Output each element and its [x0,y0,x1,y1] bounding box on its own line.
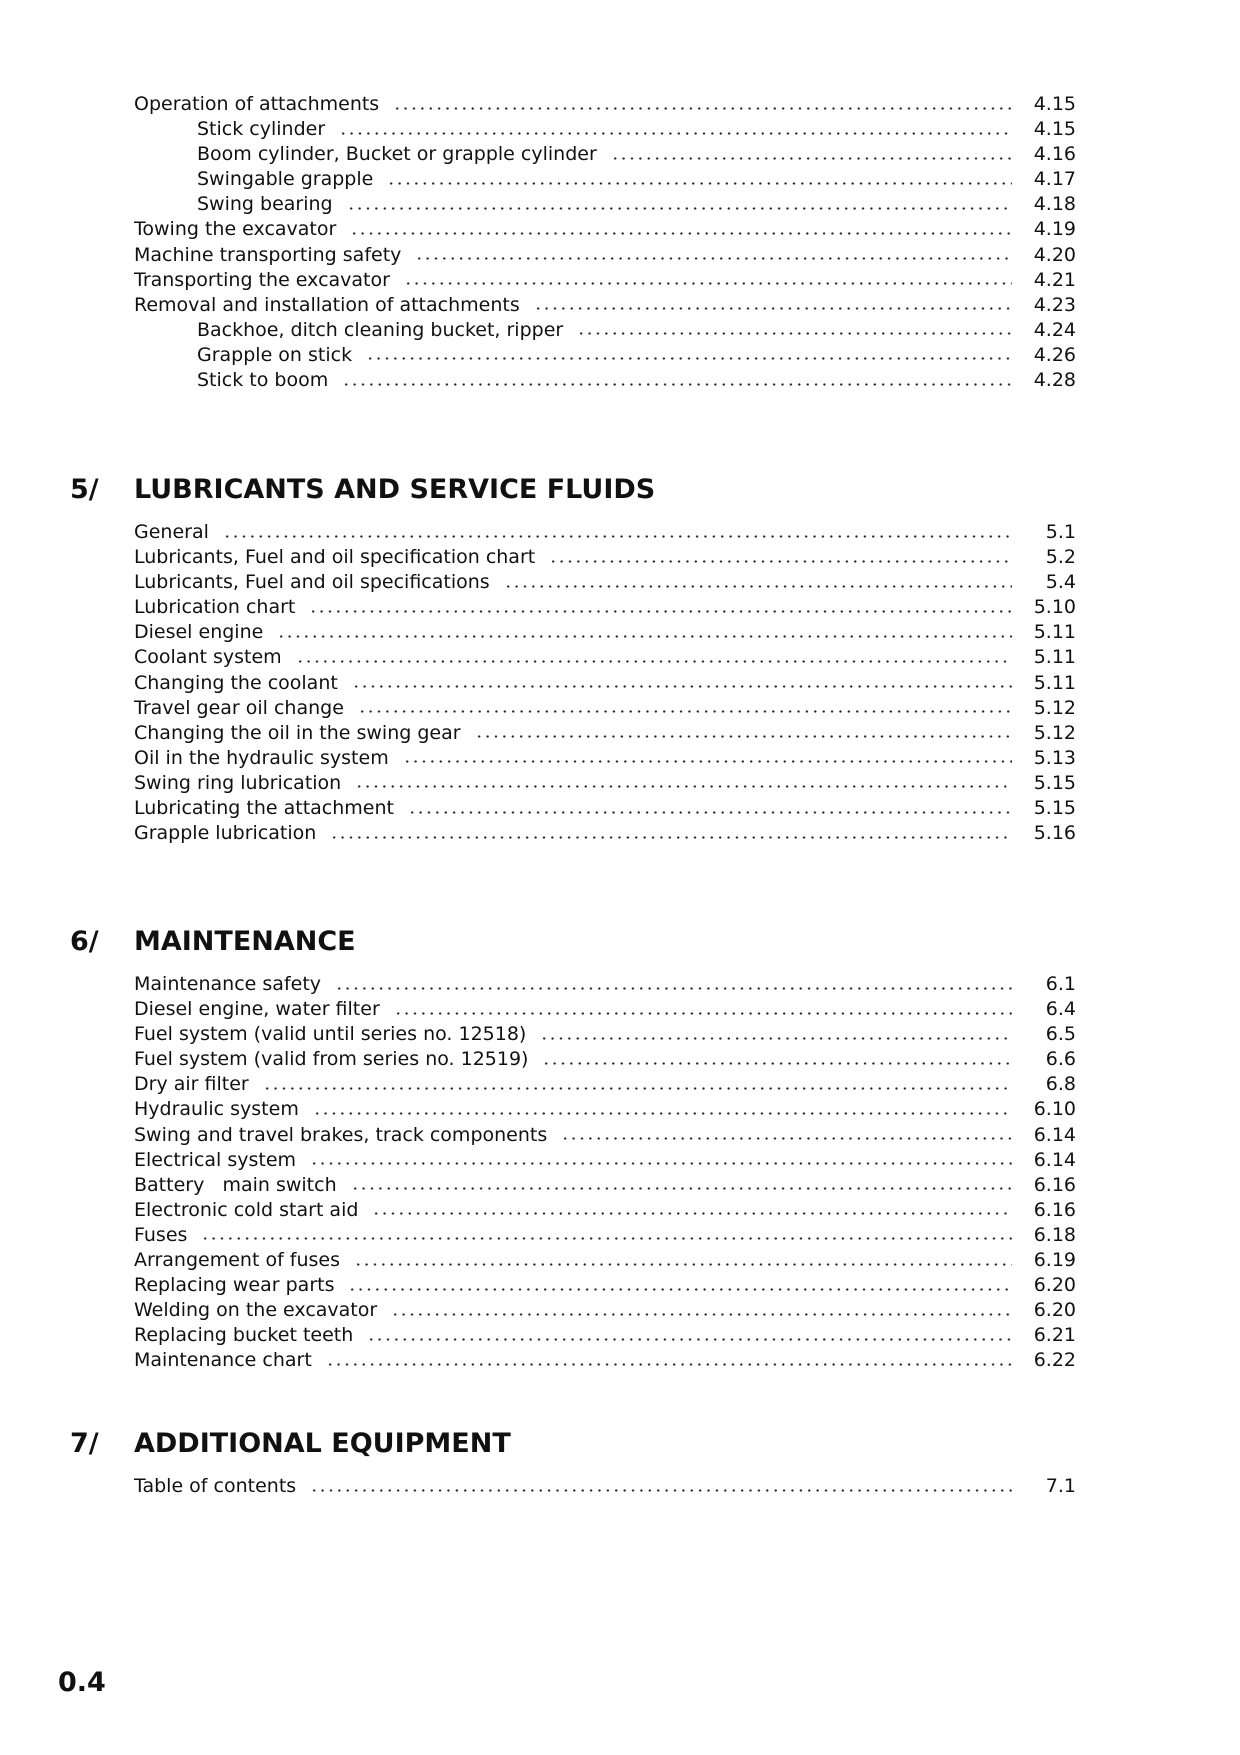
dot-leader [561,1137,1012,1140]
toc-entry-page: 6.16 [1033,1198,1076,1221]
dot-leader [415,257,1012,260]
toc-entry-page: 6.20 [1033,1274,1076,1297]
toc-entry [134,1223,1076,1248]
dot-leader [372,1212,1012,1215]
dot-leader [549,560,1012,563]
toc-entry [134,1248,1076,1273]
toc-entry-page: 5.4 [1045,571,1076,594]
toc-entry-page: 5.12 [1033,696,1076,719]
toc-entry-page: 5.16 [1033,822,1076,845]
toc-entry-text: Maintenance chart [134,1349,312,1372]
toc-entry-page: 5.1 [1045,521,1076,543]
toc-entry [134,217,1076,242]
toc-entry [134,771,1076,796]
toc-entry-page: 5.11 [1033,671,1076,694]
toc-entry [134,1298,1076,1323]
toc-entry-text: Dry air filter [134,1073,249,1096]
toc-entry-page: 4.23 [1033,293,1076,316]
toc-entry [134,1323,1076,1348]
dot-leader [542,1062,1012,1065]
toc-entry [134,1097,1076,1122]
toc-entry-page: 6.18 [1033,1223,1076,1246]
toc-entry [134,1173,1076,1198]
toc-entry-page: 6.19 [1033,1249,1076,1272]
dot-leader [475,735,1012,738]
toc-entry-text: Electrical system [134,1148,297,1171]
toc-entry [134,192,1076,217]
dot-leader [348,1288,1012,1291]
toc-entry-page: 6.21 [1033,1324,1076,1347]
toc-entry [134,1047,1076,1072]
toc-entry [134,142,1076,167]
toc-entry-text: Arrangement of fuses [134,1249,341,1272]
dot-leader [366,357,1012,360]
dot-leader [540,1037,1012,1040]
toc-entry-text: Swing ring lubrication [134,771,342,794]
toc-entry-text: Transporting the excavator [134,268,390,291]
dot-leader [367,1338,1012,1341]
toc-entry [134,696,1076,721]
toc-entry [134,620,1076,645]
toc-entry-page: 6.5 [1045,1023,1076,1046]
dot-leader [355,785,1012,788]
toc-entry [134,595,1076,620]
dot-leader [387,182,1012,185]
toc-entry-text: Swing and travel brakes, track components [134,1123,548,1146]
dot-leader [326,1363,1012,1366]
toc-entry-page: 6.8 [1045,1073,1076,1096]
section-number: 6/ [70,926,99,957]
dot-leader [351,1187,1012,1190]
dot-leader [310,1489,1012,1492]
toc-entry [134,243,1076,268]
toc-entry-text: Replacing bucket teeth [134,1324,354,1347]
toc-entry [134,268,1076,293]
dot-leader [277,635,1012,638]
toc-entry [134,671,1076,696]
dot-leader [391,1313,1012,1316]
dot-leader [201,1237,1012,1240]
section-heading [70,1426,1070,1462]
section-heading [70,472,1070,508]
dot-leader [504,585,1012,588]
continuation-list [134,92,1076,393]
toc-entry-text: Changing the oil in the swing gear [134,721,461,744]
toc-entry [134,1474,1076,1499]
dot-leader [577,332,1012,335]
toc-entry [134,1123,1076,1148]
toc-entry [134,1022,1076,1047]
toc-entry [134,972,1076,997]
toc-entry-text: Boom cylinder, Bucket or grapple cylinder [197,143,597,166]
toc-entry-text: Grapple on stick [197,343,353,366]
toc-entry-text: Machine transporting safety [134,243,402,266]
toc-entry [134,293,1076,318]
toc-entry-page: 6.16 [1033,1173,1076,1196]
toc-entry-page: 5.15 [1033,797,1076,820]
toc-entry-text: Diesel engine, water filter [134,998,380,1021]
toc-entry-page: 5.13 [1033,746,1076,769]
toc-entry-text: Lubricants, Fuel and oil specifications [134,571,490,594]
toc-entry-page: 4.17 [1033,168,1076,191]
dot-leader [310,1162,1012,1165]
toc-entry-page: 6.22 [1033,1349,1076,1372]
dot-leader [330,836,1012,839]
toc-entry [134,1072,1076,1097]
toc-entry-page: 6.4 [1045,998,1076,1021]
toc-entry-text: Fuel system (valid from series no. 12519) [134,1048,529,1071]
toc-entry-text: Diesel engine [134,621,264,644]
toc-entry [134,721,1076,746]
toc-entry-text: Oil in the hydraulic system [134,746,389,769]
section-entries [134,1474,1076,1499]
dot-leader [352,685,1012,688]
toc-entry-text: Table of contents [134,1475,297,1497]
toc-entry-page: 5.2 [1045,546,1076,569]
dot-leader [223,535,1012,538]
dot-leader [313,1112,1012,1115]
toc-entry-text: Grapple lubrication [134,822,317,845]
toc-entry-page: 4.26 [1033,343,1076,366]
dot-leader [296,660,1012,663]
section-entries [134,520,1076,846]
dot-leader [350,232,1012,235]
toc-entry-page: 4.16 [1033,143,1076,166]
toc-entry-text: Towing the excavator [134,218,337,241]
dot-leader [354,1263,1012,1266]
toc-entry [134,1348,1076,1373]
toc-entry-page: 6.10 [1033,1098,1076,1121]
toc-entry-text: Replacing wear parts [134,1274,335,1297]
toc-entry-text: Lubrication chart [134,596,296,619]
dot-leader [393,107,1012,110]
toc-entry-text: Fuses [134,1223,188,1246]
toc-entry-text: Lubricating the attachment [134,797,394,820]
toc-entry [134,1148,1076,1173]
page-number: 0.4 [58,1667,106,1698]
toc-entry-page: 5.12 [1033,721,1076,744]
toc-entry-page: 5.11 [1033,646,1076,669]
toc-entry-text: Operation of attachments [134,93,380,115]
toc-entry [134,821,1076,846]
dot-leader [358,710,1012,713]
toc-entry [134,570,1076,595]
section-title: MAINTENANCE [134,926,356,957]
toc-entry [134,746,1076,771]
dot-leader [403,760,1012,763]
toc-entry-page: 4.21 [1033,268,1076,291]
toc-entry-page: 4.20 [1033,243,1076,266]
toc-entry-page: 4.24 [1033,318,1076,341]
toc-entry-page: 7.1 [1045,1475,1076,1497]
toc-entry [134,796,1076,821]
toc-entry-page: 4.15 [1033,93,1076,115]
toc-entry-text: Hydraulic system [134,1098,299,1121]
dot-leader [339,132,1012,135]
toc-entry-text: Lubricants, Fuel and oil specification chart [134,546,536,569]
toc-entry [134,997,1076,1022]
toc-entry [134,92,1076,117]
dot-leader [342,383,1012,386]
dot-leader [408,811,1012,814]
toc-entry [134,1198,1076,1223]
toc-entry [134,545,1076,570]
toc-entry-page: 4.18 [1033,193,1076,216]
toc-entry-text: Swing bearing [197,193,333,216]
dot-leader [534,307,1012,310]
dot-leader [611,157,1012,160]
toc-entry-page: 6.6 [1045,1048,1076,1071]
dot-leader [347,207,1012,210]
toc-entry-page: 6.1 [1045,973,1076,995]
toc-entry-text: Removal and installation of attachments [134,293,520,316]
section-heading [70,924,1070,960]
toc-entry-page: 4.19 [1033,218,1076,241]
section-number: 7/ [70,1428,99,1459]
section-number: 5/ [70,474,99,505]
toc-entry-text: Backhoe, ditch cleaning bucket, ripper [197,318,564,341]
toc-entry-page: 5.10 [1033,596,1076,619]
toc-entry-text: General [134,521,209,543]
toc-entry-text: Stick to boom [197,369,329,392]
toc-entry-text: Maintenance safety [134,973,322,995]
toc-entry-text: Electronic cold start aid [134,1198,359,1221]
dot-leader [404,282,1012,285]
toc-entry-text: Changing the coolant [134,671,338,694]
toc-entry-text: Welding on the excavator [134,1299,378,1322]
toc-entry [134,1273,1076,1298]
toc-entry [134,645,1076,670]
toc-entry-page: 6.20 [1033,1299,1076,1322]
section-entries [134,972,1076,1374]
toc-entry [134,318,1076,343]
toc-entry-text: Travel gear oil change [134,696,344,719]
toc-entry-text: Battery main switch [134,1173,337,1196]
toc-entry [134,343,1076,368]
toc-entry [134,520,1076,545]
toc-entry [134,368,1076,393]
dot-leader [394,1012,1012,1015]
toc-entry-text: Fuel system (valid until series no. 12518) [134,1023,527,1046]
toc-entry-page: 6.14 [1033,1123,1076,1146]
dot-leader [263,1087,1012,1090]
toc-entry-page: 4.15 [1033,118,1076,141]
toc-entry-page: 4.28 [1033,369,1076,392]
section-title: LUBRICANTS AND SERVICE FLUIDS [134,474,656,505]
toc-entry [134,117,1076,142]
dot-leader [335,987,1012,990]
toc-entry-text: Swingable grapple [197,168,374,191]
toc-entry-text: Coolant system [134,646,282,669]
toc-entry-page: 6.14 [1033,1148,1076,1171]
toc-entry [134,167,1076,192]
toc-entry-page: 5.11 [1033,621,1076,644]
dot-leader [309,610,1012,613]
section-title: ADDITIONAL EQUIPMENT [134,1428,511,1459]
toc-entry-text: Stick cylinder [197,118,326,141]
toc-entry-page: 5.15 [1033,771,1076,794]
